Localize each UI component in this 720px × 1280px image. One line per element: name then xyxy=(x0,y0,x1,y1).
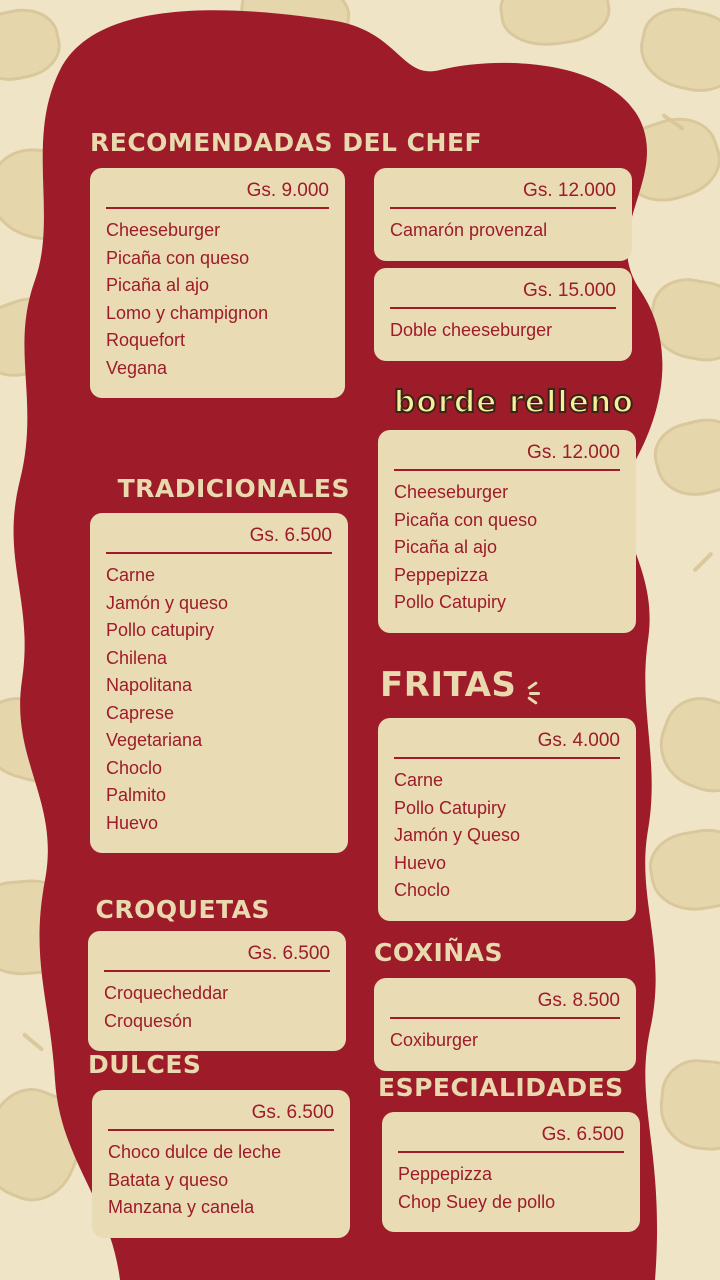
price-label: Gs. 12.000 xyxy=(390,180,616,209)
menu-item: Cheeseburger xyxy=(106,220,221,240)
section-croquetas xyxy=(88,895,270,924)
section-dulces xyxy=(88,1050,202,1079)
menu-item: Picaña con queso xyxy=(394,509,538,530)
menu-item: Choclo xyxy=(394,880,451,900)
menu-item: Picaña con queso xyxy=(106,247,250,268)
section-title-especialidades: ESPECIALIDADES xyxy=(378,1073,624,1102)
menu-item: Jamón y queso xyxy=(106,592,229,613)
price-label: Gs. 6.500 xyxy=(104,943,330,972)
menu-item: Huevo xyxy=(394,852,447,873)
menu-item: Jamón y Queso xyxy=(394,825,521,845)
section-title-recomendadas: RECOMENDADAS DEL CHEF xyxy=(90,128,483,157)
section-coxinas xyxy=(374,938,503,967)
menu-item: Choco dulce de leche xyxy=(108,1142,282,1162)
menu-item: Roquefort xyxy=(106,330,186,350)
menu-item: Peppepizza xyxy=(394,564,489,585)
section-title-borde-relleno: borde relleno xyxy=(393,385,634,420)
card-coxinas xyxy=(374,978,636,1071)
price-label: Gs. 12.000 xyxy=(394,442,620,471)
section-fritas xyxy=(380,665,549,705)
menu-item: Chop Suey de pollo xyxy=(398,1191,556,1212)
section-title-fritas: FRITAS xyxy=(380,665,517,705)
menu-item: Batata y queso xyxy=(108,1169,229,1190)
menu-item: Napolitana xyxy=(106,675,193,695)
card-croquetas xyxy=(88,931,346,1051)
menu-item: Pollo Catupiry xyxy=(394,592,507,612)
menu-item: Vegana xyxy=(106,357,168,378)
card-recomendadas-15000 xyxy=(374,268,632,361)
menu-item: Chilena xyxy=(106,647,168,668)
card-tradicionales xyxy=(90,513,348,853)
price-label: Gs. 6.500 xyxy=(108,1102,334,1131)
price-label: Gs. 9.000 xyxy=(106,180,329,209)
section-title-tradicionales: TRADICIONALES xyxy=(117,474,350,503)
menu-item: Carne xyxy=(394,770,444,790)
card-especialidades xyxy=(382,1112,640,1232)
menu-item: Lomo y champignon xyxy=(106,302,269,323)
menu-item: Carne xyxy=(106,565,156,585)
price-label: Gs. 6.500 xyxy=(106,525,332,554)
menu-item: Doble cheeseburger xyxy=(390,320,553,340)
menu-item: Pollo catupiry xyxy=(106,620,215,640)
section-borde-relleno xyxy=(374,385,634,420)
menu-item: Manzana y canela xyxy=(108,1197,255,1217)
section-especialidades xyxy=(378,1073,624,1102)
menu-item: Palmito xyxy=(106,785,167,805)
menu-item: Cheeseburger xyxy=(394,482,509,502)
section-title-croquetas: CROQUETAS xyxy=(95,895,270,924)
card-borde-relleno xyxy=(378,430,636,633)
card-recomendadas-12000 xyxy=(374,168,632,261)
section-recomendadas xyxy=(90,128,482,157)
sparkle-icon xyxy=(525,680,549,704)
menu-item: Croquecheddar xyxy=(104,983,229,1003)
menu-item: Coxiburger xyxy=(390,1030,479,1050)
section-title-dulces: DULCES xyxy=(88,1050,202,1079)
price-label: Gs. 15.000 xyxy=(390,280,616,309)
card-recomendadas-9000 xyxy=(90,168,345,398)
price-label: Gs. 8.500 xyxy=(390,990,620,1019)
menu-item: Picaña al ajo xyxy=(106,275,210,295)
card-fritas xyxy=(378,718,636,921)
card-dulces xyxy=(92,1090,350,1238)
menu-item: Picaña al ajo xyxy=(394,537,498,557)
menu-item: Peppepizza xyxy=(398,1164,493,1184)
menu-item: Pollo Catupiry xyxy=(394,797,507,818)
menu-item: Camarón provenzal xyxy=(390,220,548,240)
price-label: Gs. 4.000 xyxy=(394,730,620,759)
menu-item: Croquesón xyxy=(104,1010,193,1031)
section-tradicionales xyxy=(90,474,350,503)
section-title-coxinas: COXIÑAS xyxy=(374,938,504,967)
menu-item: Huevo xyxy=(106,812,159,833)
menu-item: Choclo xyxy=(106,757,163,778)
menu-item: Caprese xyxy=(106,702,175,723)
price-label: Gs. 6.500 xyxy=(398,1124,624,1153)
menu-item: Vegetariana xyxy=(106,730,203,750)
